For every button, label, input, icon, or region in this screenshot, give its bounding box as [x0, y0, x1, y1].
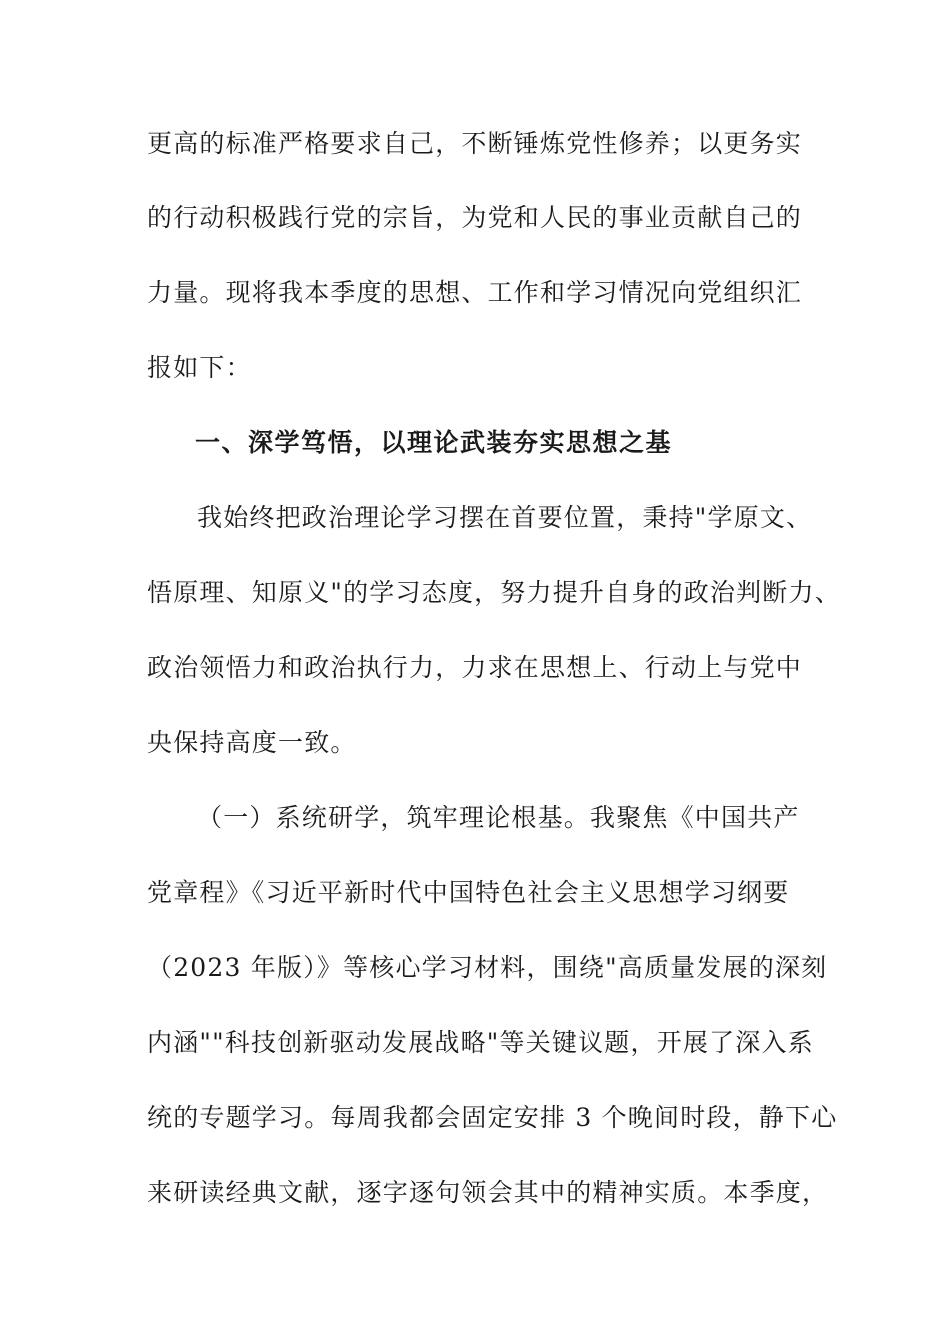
paragraph-line: 央保持高度一致。 [147, 728, 357, 757]
paragraph-line: 政治领悟力和政治执行力，力求在思想上、行动上与党中 [147, 653, 803, 682]
paragraph-line: 来研读经典文献，逐字逐句领会其中的精神实质。本季度， [147, 1178, 829, 1207]
paragraph-line: 党章程》《习近平新时代中国特色社会主义思想学习纲要 [147, 878, 790, 907]
paragraph-line: （2023 年版）》等核心学习材料，围绕"高质量发展的深刻 [147, 953, 828, 982]
paragraph-line: 我始终把政治理论学习摆在首要位置，秉持"学原文、 [197, 503, 813, 532]
paragraph-line: 统的专题学习。每周我都会固定安排 3 个晚间时段，静下心 [147, 1103, 838, 1132]
paragraph-line: 悟原理、知原义"的学习态度，努力提升自身的政治判断力、 [147, 578, 841, 607]
paragraph-line: 的行动积极践行党的宗旨，为党和人民的事业贡献自己的 [147, 203, 803, 232]
subsection-paragraph-line: （一）系统研学，筑牢理论根基。我聚焦《中国共产 [197, 803, 800, 832]
paragraph-line: 更高的标准严格要求自己，不断锤炼党性修养；以更务实 [147, 129, 803, 158]
paragraph-line: 力量。现将我本季度的思想、工作和学习情况向党组织汇 [147, 278, 803, 307]
paragraph-line: 报如下： [147, 353, 252, 382]
section-heading: 一、深学笃悟，以理论武装夯实思想之基 [195, 428, 673, 457]
paragraph-line: 内涵""科技创新驱动发展战略"等关键议题，开展了深入系 [147, 1028, 814, 1057]
